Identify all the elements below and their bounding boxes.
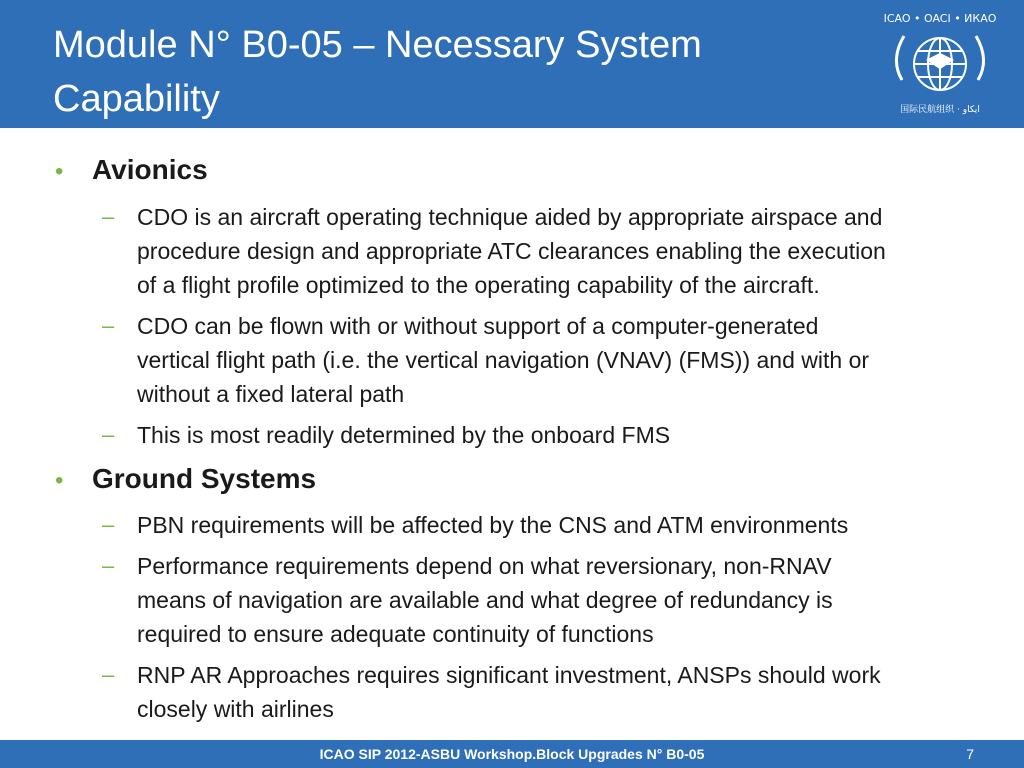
list-item: RNP AR Approaches requires significant investment, ANSPs should work closely with airlines xyxy=(137,662,881,722)
section-heading-ground-systems: Ground Systems xyxy=(92,463,317,494)
svg-text:国际民航组织 · ايكاو: 国际民航组织 · ايكاو xyxy=(900,105,980,115)
logo-lettering: ICAO • OACI • ИКАО xyxy=(883,12,997,25)
footer-text: ICAO SIP 2012-ASBU Workshop.Block Upgrades N° B0-05 xyxy=(319,746,705,762)
section-heading-avionics: Avionics xyxy=(92,154,208,185)
dash-icon: – xyxy=(102,512,115,537)
dash-icon: – xyxy=(102,422,115,447)
bullet-icon: • xyxy=(55,158,64,185)
slide-title xyxy=(53,18,853,126)
dash-icon: – xyxy=(102,313,115,338)
footer-bar xyxy=(0,740,1024,768)
dash-icon: – xyxy=(102,204,115,229)
list-item: CDO is an aircraft operating technique aided by appropriate airspace and procedure design and appropriate ATC clearances enabling the execution of a flight profile optimized to the operating capability of the aircraft. xyxy=(137,204,886,298)
icao-logo-icon xyxy=(880,10,1000,118)
list-item: CDO can be flown with or without support of a computer-generated vertical flight path (i.e. the vertical navigation (VNAV) (FMS)) and with or without a fixed lateral path xyxy=(137,313,870,407)
dash-icon: – xyxy=(102,662,115,687)
list-item: This is most readily determined by the onboard FMS xyxy=(137,422,671,448)
title-bar xyxy=(0,0,1024,128)
page-number: 7 xyxy=(966,746,974,762)
dash-icon: – xyxy=(102,553,115,578)
list-item: Performance requirements depend on what reversionary, non-RNAV means of navigation are available and what degree of redundancy is required to ensure adequate continuity of functions xyxy=(137,553,833,647)
title-line-1: Module N° B0-05 – Necessary System xyxy=(53,24,702,66)
bullet-icon: • xyxy=(55,467,64,494)
title-line-2: Capability xyxy=(53,78,220,120)
list-item: PBN requirements will be affected by the CNS and ATM environments xyxy=(137,512,849,538)
